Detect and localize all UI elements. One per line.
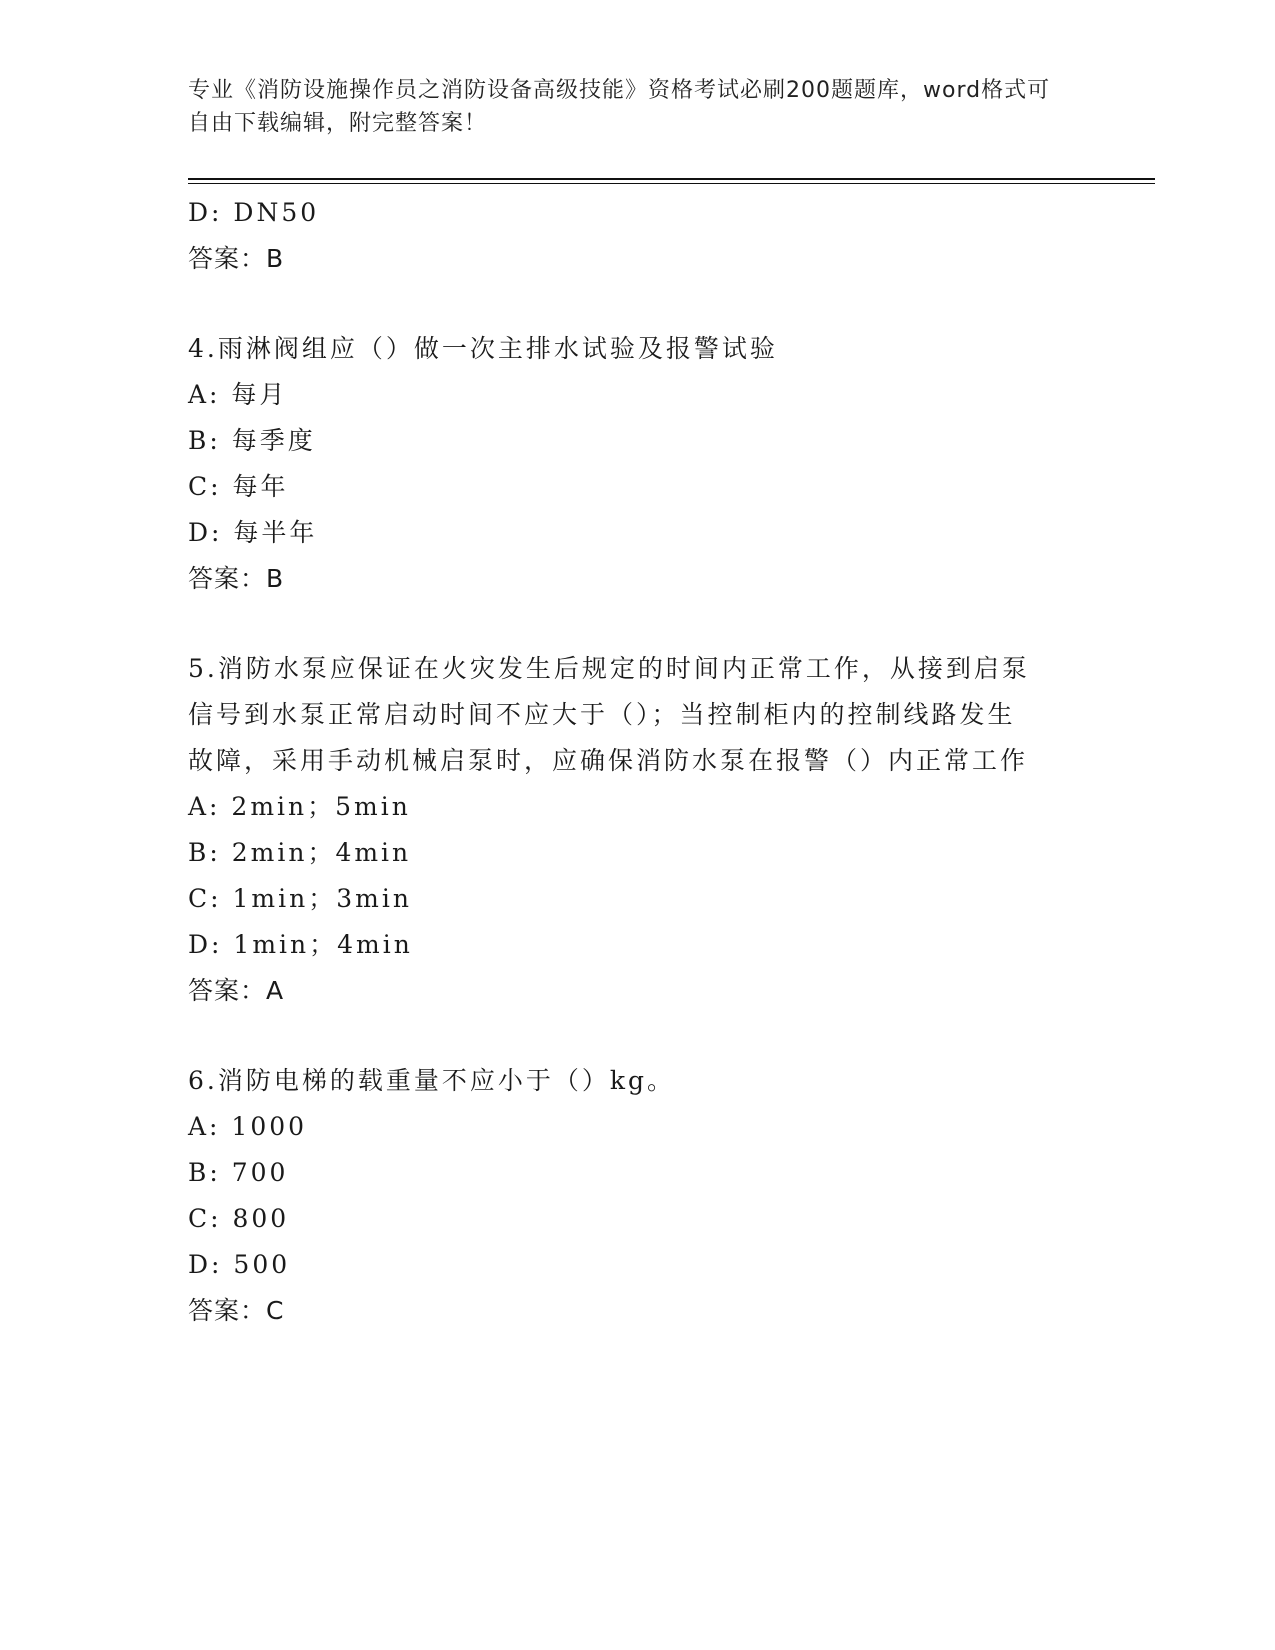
option-c: C: 每年 — [188, 472, 289, 501]
option-b: B: 700 — [188, 1158, 289, 1187]
question-stem-line: 5.消防水泵应保证在火灾发生后规定的时间内正常工作，从接到启泵 — [188, 654, 1030, 683]
option-a: A: 每月 — [188, 380, 288, 409]
option-a: A: 1000 — [188, 1112, 308, 1141]
question-stem-line: 故障，采用手动机械启泵时，应确保消防水泵在报警（）内正常工作 — [188, 746, 1029, 775]
answer: 答案：B — [188, 244, 285, 273]
question-stem-line: 信号到水泵正常启动时间不应大于（）；当控制柜内的控制线路发生 — [188, 700, 1016, 729]
question-block — [188, 646, 1088, 1014]
header-divider-thin — [188, 183, 1155, 184]
question-stem: 6.消防电梯的载重量不应小于（）kg。 — [188, 1066, 676, 1095]
question-block — [188, 326, 1088, 602]
option-d: D: 每半年 — [188, 518, 318, 547]
question-list — [188, 190, 1088, 1334]
answer: 答案：C — [188, 1296, 285, 1325]
option-b: B: 每季度 — [188, 426, 316, 455]
answer: 答案：A — [188, 976, 285, 1005]
option-b: B: 2min；4min — [188, 838, 412, 867]
option-d: D: 1min；4min — [188, 930, 413, 959]
option-c: C: 800 — [188, 1204, 290, 1233]
document-header: 专业《消防设施操作员之消防设备高级技能》资格考试必刷200题题库，word格式可自由下载编辑，附完整答案！ — [188, 78, 1051, 136]
option-a: A: 2min；5min — [188, 792, 411, 821]
answer: 答案：B — [188, 564, 285, 593]
option-d: D: 500 — [188, 1250, 291, 1279]
question-block — [188, 1058, 1088, 1334]
header-divider-thick — [188, 178, 1155, 180]
question-stem: 4.雨淋阀组应（）做一次主排水试验及报警试验 — [188, 334, 778, 363]
option-d: D: DN50 — [188, 198, 320, 227]
option-c: C: 1min；3min — [188, 884, 412, 913]
